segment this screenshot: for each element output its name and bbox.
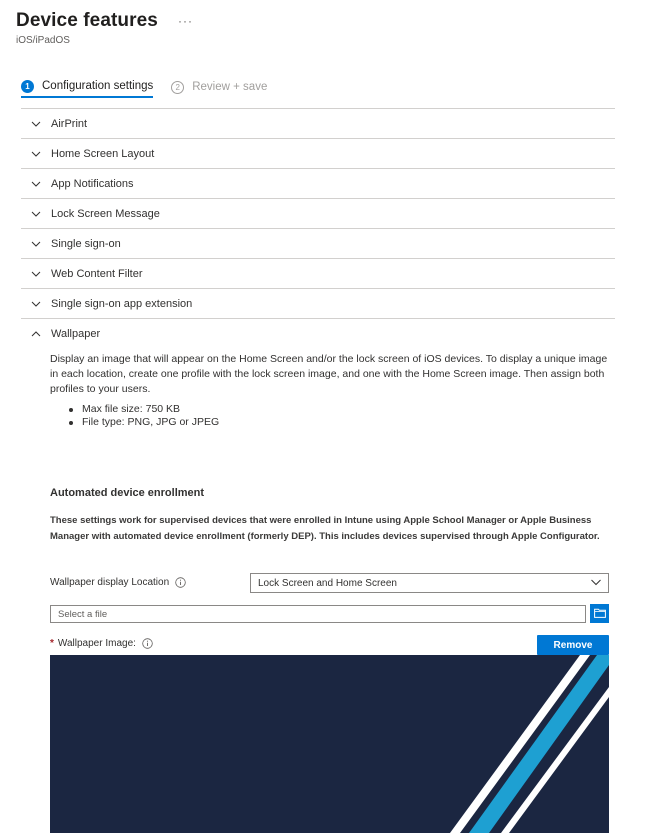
accordion-home-screen-layout[interactable] (21, 138, 615, 168)
wallpaper-file-input[interactable]: Select a file (50, 605, 586, 623)
chevron-down-icon (21, 209, 51, 219)
info-icon[interactable] (175, 577, 186, 588)
dropdown-value: Lock Screen and Home Screen (258, 577, 397, 589)
wallpaper-image-label (50, 638, 153, 649)
chevron-down-icon (590, 576, 602, 591)
accordion-label: Single sign-on app extension (51, 297, 193, 310)
chevron-down-icon (21, 119, 51, 129)
ade-description: These settings work for supervised devices that were enrolled in Intune using Apple School Manager or Apple Business Manager with automated device enrollment (formerly DEP). This includes devices supervised through Apple Configurator. (50, 515, 600, 542)
accordion-label: Single sign-on (51, 237, 121, 250)
accordion-label: Lock Screen Message (51, 207, 160, 220)
page-header (16, 10, 193, 46)
list-item: Max file size: 750 KB (82, 403, 610, 416)
wallpaper-location-dropdown[interactable] (250, 573, 609, 593)
wallpaper-description: Display an image that will appear on the Home Screen and/or the lock screen of iOS devices. To display a unique image in each location, create one profile with the lock screen image, and one with the Home Screen image. Then assign both profiles to your users. (50, 353, 608, 395)
list-item: File type: PNG, JPG or JPEG (82, 416, 610, 429)
accordion-app-notifications[interactable] (21, 168, 615, 198)
wallpaper-requirements (50, 403, 610, 429)
more-options-icon[interactable]: ··· (177, 14, 193, 28)
white-stripe (501, 687, 609, 833)
field-label: Wallpaper Image: (57, 638, 136, 649)
browse-file-button[interactable] (590, 604, 609, 623)
accordion-label: Wallpaper (51, 327, 101, 340)
chevron-down-icon (21, 239, 51, 249)
step-label: Review + save (192, 81, 268, 93)
accordion-single-sign-on-app-extension[interactable] (21, 288, 615, 318)
accordion-label: Web Content Filter (51, 267, 143, 280)
ade-heading: Automated device enrollment (50, 487, 205, 499)
info-icon[interactable] (142, 638, 153, 649)
step-configuration-settings[interactable] (21, 76, 153, 98)
folder-icon (594, 605, 606, 623)
wallpaper-stripes (50, 655, 609, 833)
remove-button[interactable]: Remove (537, 635, 609, 655)
required-marker: * (50, 638, 54, 649)
step-label: Configuration settings (42, 80, 154, 92)
accordion-single-sign-on[interactable] (21, 228, 615, 258)
accordion-wallpaper[interactable] (21, 318, 615, 348)
chevron-up-icon (21, 329, 51, 339)
field-label: Wallpaper display Location (50, 577, 170, 588)
accordion-airprint[interactable] (21, 108, 615, 138)
chevron-down-icon (21, 179, 51, 189)
accordion-label: AirPrint (51, 117, 88, 130)
step-review-save[interactable] (171, 76, 267, 98)
wallpaper-location-label (50, 577, 186, 588)
chevron-down-icon (21, 269, 51, 279)
wallpaper-image-preview (50, 655, 609, 833)
chevron-down-icon (21, 299, 51, 309)
step-number-icon: 1 (21, 80, 34, 93)
accordion-lock-screen-message[interactable] (21, 198, 615, 228)
blue-stripe (469, 655, 609, 833)
accordion-label: Home Screen Layout (51, 147, 155, 160)
settings-accordion (21, 108, 615, 348)
page-title: Device features (16, 10, 158, 31)
accordion-web-content-filter[interactable] (21, 258, 615, 288)
step-number-icon: 2 (171, 81, 184, 94)
page-subtitle: iOS/iPadOS (16, 35, 70, 46)
wizard-steps (21, 76, 267, 98)
wallpaper-section (50, 352, 610, 429)
chevron-down-icon (21, 149, 51, 159)
accordion-label: App Notifications (51, 177, 134, 190)
